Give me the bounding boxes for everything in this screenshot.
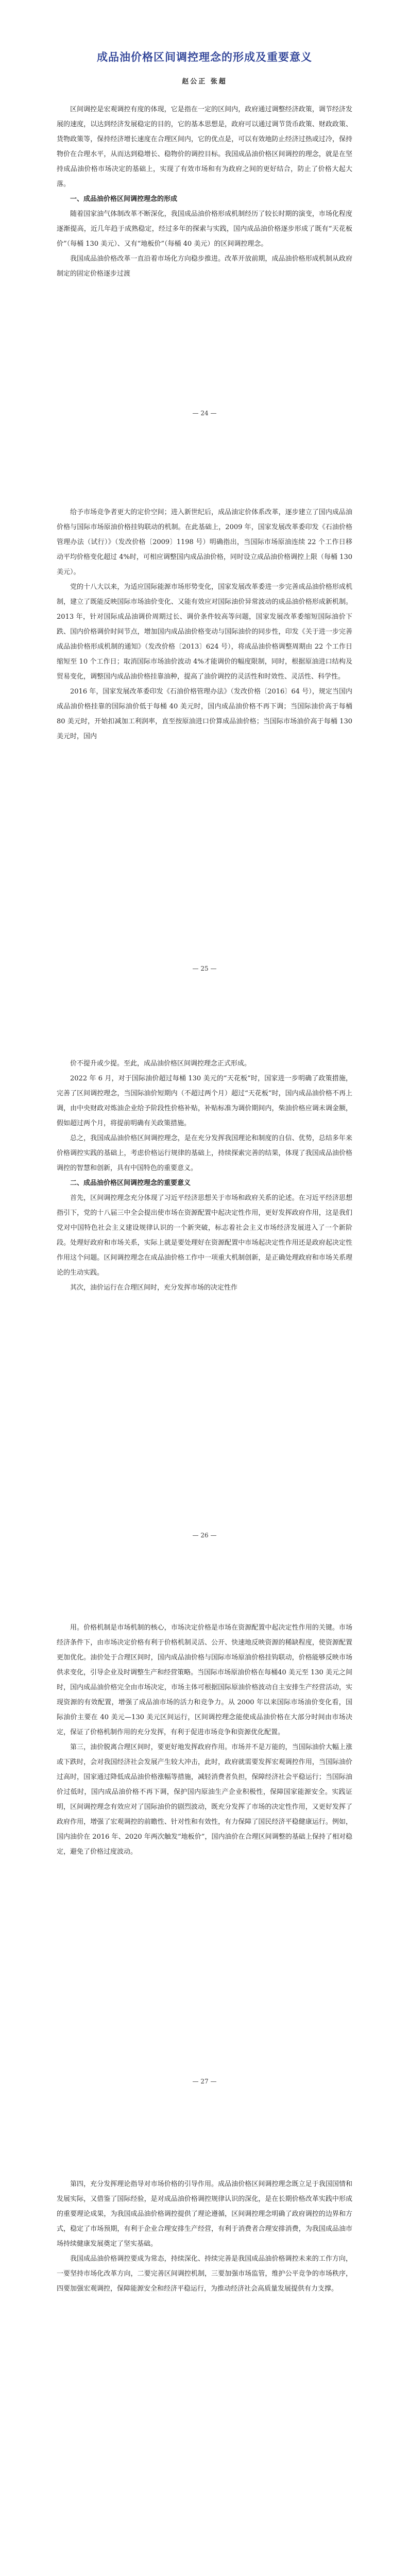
article-authors: 赵公正 张超 bbox=[182, 78, 227, 86]
page-number: — 26 — bbox=[192, 1532, 217, 1539]
paragraph: 第三，油价脱离合理区间时，要更好地发挥政府作用。市场并不是万能的，当国际油价大幅上涨或下跌时，会对我国经济社会发展产生较大冲击，此时，政府就需要发挥宏观调控作用，当国际油价过高时，国家通过降低成品油价格涨幅等措施，减轻消费者负担，保障经济社会平稳运行；当国际油价过低时，国内成品油价格不再下调，保护国内原油生产企业积极性，保障国家能源安全。实践证明，区间调控理念有效应对了国际油价的剧烈波动，既充分发挥了市场的决定性作用，又更好发挥了政府作用，增强了宏观调控的前瞻性、针对性和有效性，有力保障了国民经济平稳健康运行。例如，国内油价在 2016 年、2020 年两次触发“地板价”，国内油价在合理区间调整的基础上保持了相对稳定，避免了价格过度波动。 bbox=[57, 1743, 352, 1856]
page-1 bbox=[0, 49, 409, 281]
page-number: — 27 — bbox=[192, 2078, 217, 2085]
paragraph: 2016 年，国家发展改革委印发《石油价格管理办法》（发改价格〔2016〕64 号），规定当国内成品油价格挂靠的国际油价低于每桶 40 美元时，国内成品油价格不再下调；当国际油价高于每桶 80 美元时，开始扣减加工利润率，直至按原油进口价算成品油价格；当国际市场油价高于每桶 130 美元时，国内 bbox=[57, 688, 352, 740]
article-title: 成品油价格区间调控理念的形成及重要意义 bbox=[97, 51, 312, 63]
section-heading-2: 二、成品油价格区间调控理念的重要意义 bbox=[70, 1179, 191, 1187]
page-4 bbox=[0, 1620, 409, 1859]
paragraph: 第四，充分发挥理论指导对市场价格的引导作用。成品油价格区间调控理念既立足于我国国情和发展实际，又借鉴了国际经验，是对成品油价格调控规律认识的深化，是在长期价格改革实践中形成的重要理论成果，为我国成品油价格调控提供了理论遵循，区间调控理念明确了政府调控的边界和方式，稳定了市场预期，有利于企业合理安排生产经营，有利于消费者合理安排消费，为我国成品油市场持续健康发展奠定了坚实基础。 bbox=[57, 2180, 352, 2248]
paragraph: 价不提升或少提。至此，成品油价格区间调控理念正式形成。 bbox=[70, 1060, 251, 1067]
paragraph: 总之，我国成品油价格区间调控理念，是在充分发挥我国理论和制度的自信、优势，总结多年来价格调控实践的基础上，考虑价格运行规律的基础上，持续探索完善的结果，体现了我国成品油价格调控的智慧和创新，具有中国特色的重要意义。 bbox=[57, 1134, 352, 1172]
paragraph: 首先，区间调控理念充分体现了习近平经济思想关于市场和政府关系的论述。在习近平经济思想指引下，党的十八届三中全会提出使市场在资源配置中起决定性作用，更好发挥政府作用，这是我们党对中国特色社会主义建设规律认识的一个新突破，标志着社会主义市场经济发展进入了一个新阶段。处理好政府和市场关系，实际上就是要处理好在资源配置中市场起决定性作用还是政府起决定性作用这个问题。区间调控理念在成品油价格工作中一项重大机制创新，是正确处理政府和市场关系理论的生动实践。 bbox=[57, 1194, 352, 1277]
paragraph: 随着国家油气体制改革不断深化，我国成品油价格形成机制经历了较长时期的演变，市场化程度逐渐提高，近几年趋于成熟稳定，经过多年的探索与实践，国内成品油价格逐步形成了既有“天花板价”（每桶 130 美元）、又有“地板价”（每桶 40 美元）的区间调控理念。 bbox=[57, 210, 352, 248]
paragraph: 用。价格机制是市场机制的核心，市场决定价格是市场在资源配置中起决定性作用的关键。市场经济条件下，由市场决定价格有利于价格机制灵活、公开、快速地反映资源的稀缺程度，使资源配置更加优化。油价处于合理区间时，国内成品油价格与国际市场原油价格挂钩联动，价格能够反映市场供求变化，引导企业及时调整生产和经营策略。当国际市场原油价格在每桶40 美元至 130 美元之间时，国内成品油价格完全由市场决定，市场主体可根据国际原油价格波动自主安排生产经营活动，实现资源的有效配置，增强了成品油市场的活力和竞争力。从 2000 年以来国际市场油价变化看，国际油价主要在 40 美元—130 美元区间运行，区间调控理念能使成品油价格在大部分时间由市场决定，保证了价格机制作用的充分发挥，有利于促进市场竞争和资源优化配置。 bbox=[57, 1624, 352, 1736]
paragraph: 党的十八大以来，为适应国际能源市场形势变化，国家发展改革委进一步完善成品油价格形成机制，建立了既能反映国际市场油价变化、又能有效应对国际油价异常波动的成品油价格形成新机制。2013 年，针对国际成品油调价周期过长、调价条件较高等问题，国家发展改革委缩短国际油价下跌、国内价格调价时间节点，增加国内成品油价格变动与国际油价的同步性，印发《关于进一步完善成品油价格形成机制的通知》（发改价格〔2013〕624 号），将成品油价格调整周期由 22 个工作日缩短至 10 个工作日；取消国际市场油价波动 4%才能调价的幅度限制，同时，根据原油进口结构及贸易变化，调整国内成品油价格挂靠油种，提高了油价调控的灵活性和时效性、灵活性、科学性。 bbox=[57, 583, 352, 681]
section-heading-1: 一、成品油价格区间调控理念的形成 bbox=[70, 195, 178, 203]
page-3 bbox=[0, 1056, 409, 1295]
page-2 bbox=[0, 505, 409, 744]
paragraph: 我国成品油价格改革一直沿着市场化方向稳步推进。改革开放前期，成品油价格形成机制从政府制定的固定价格逐步过渡 bbox=[57, 255, 352, 278]
paragraph: 其次，油价运行在合理区间时，充分发挥市场的决定性作 bbox=[70, 1284, 238, 1292]
intro-paragraph: 区间调控是宏观调控有度的体现，它是指在一定的区间内，政府通过调整经济政策，调节经济发展的速度，以达到经济发展稳定的目的，它的基本思想是，政府可以通过调节货币政策、财政政策、货物政策等，保持经济增长速度在合理区间内，它的优点是，可以有效地防止经济过热或过冷，保持物价在合理水平，从而达到稳增长、稳物价的调控目标。我国成品油价格区间调控的理念，就是在坚持成品油价格市场决定的基础上，实现了有效市场和有为政府之间的更好结合，防止了价格大起大落。 bbox=[57, 106, 352, 188]
paragraph: 给予市场竞争者更大的定价空间；进入新世纪后，成品油定价体系改革，逐步建立了国内成品油价格与国际市场原油价格挂钩联动的机制。在此基础上，2009 年，国家发展改革委印发《石油价格管理办法（试行）》（发改价格〔2009〕1198 号）明确指出，当国际市场原油连续 22 个工作日移动平均价格变化超过 4%时，可相应调整国内成品油价格，同时设立成品油价格调控上限（每桶 130 美元）。 bbox=[57, 509, 352, 576]
page-number: — 25 — bbox=[192, 965, 217, 972]
page-5 bbox=[0, 2177, 409, 2296]
page-number: — 24 — bbox=[192, 410, 217, 417]
paragraph: 我国成品油价格调控要成为常态，持续深化、持续完善是我国成品油价格调控未来的工作方向，一要坚持市场化改革方向，二要完善区间调控机制，三要加强市场监管，维护公平竞争的市场秩序，四要加强宏观调控，保障能源安全和经济平稳运行，为推动经济社会高质量发展提供有力支撑。 bbox=[57, 2255, 352, 2293]
paragraph: 2022 年 6 月，对于国际油价超过每桶 130 美元的“天花板”时，国家进一步明确了政策措施，完善了区间调控理念，当国际油价短期内（不超过两个月）超过“天花板”时，国内成品油价格不再上调，由中央财政对炼油企业给予阶段性价格补贴，补贴标准为调价期间内，柴油价格应调未调金额，假如超过两个月，将提前明确有关政策措施。 bbox=[57, 1075, 352, 1127]
